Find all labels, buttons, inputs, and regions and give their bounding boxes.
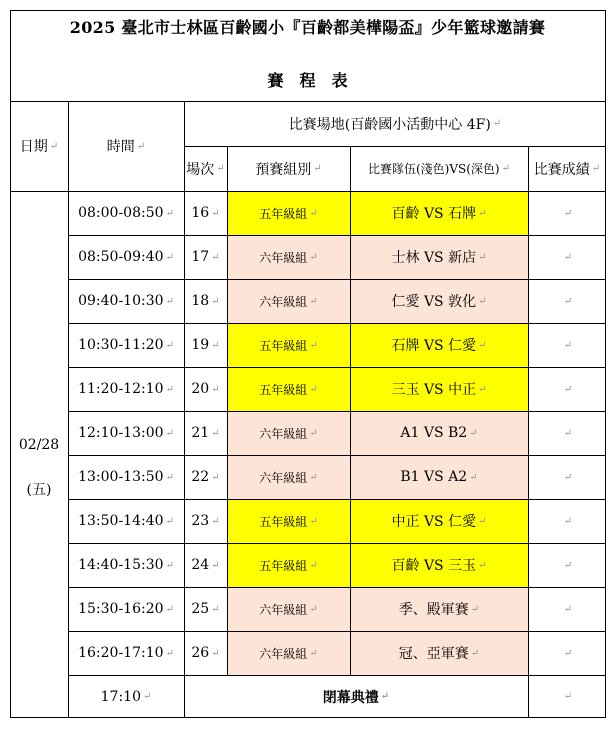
row-result [528, 191, 606, 235]
table-rule [68, 499, 606, 500]
row-teams [350, 499, 528, 543]
row-group-text: 五年級組 [259, 338, 308, 353]
row-game-no [184, 411, 227, 455]
row-result [528, 411, 606, 455]
row-teams [350, 235, 528, 279]
paragraph-mark-icon: ↵ [211, 647, 220, 659]
paragraph-mark-icon: ↵ [165, 339, 174, 351]
row-group-text: 六年級組 [259, 294, 308, 309]
paragraph-mark-icon: ↵ [563, 339, 573, 351]
paragraph-mark-icon: ↵ [501, 163, 510, 174]
row-group [227, 543, 350, 587]
header-time-text: 時間 [106, 139, 135, 155]
row-group [227, 411, 350, 455]
row-time [68, 587, 184, 631]
row-result [528, 235, 606, 279]
row-game-no [184, 631, 227, 675]
paragraph-mark-icon: ↵ [165, 515, 174, 527]
paragraph-mark-icon: ↵ [563, 647, 573, 659]
paragraph-mark-icon: ↵ [165, 471, 174, 483]
paragraph-mark-icon: ↵ [563, 251, 573, 263]
date-cell [10, 191, 68, 718]
row-group-text: 五年級組 [259, 558, 308, 573]
row-group-text: 六年級組 [259, 646, 308, 661]
paragraph-mark-icon: ↵ [309, 603, 318, 615]
paragraph-mark-icon: ↵ [478, 251, 487, 263]
row-game-no-text: 26 [191, 645, 210, 661]
paragraph-mark-icon: ↵ [470, 603, 480, 615]
paragraph-mark-icon: ↵ [478, 559, 487, 571]
paragraph-mark-icon: ↵ [309, 647, 318, 659]
paragraph-mark-icon: ↵ [216, 163, 225, 174]
row-time-text: 13:50-14:40 [78, 513, 164, 529]
row-game-no [184, 455, 227, 499]
row-time-text: 14:40-15:30 [78, 557, 164, 573]
paragraph-mark-icon: ↵ [563, 515, 573, 527]
table-rule [68, 101, 69, 718]
row-time-text: 13:00-13:50 [78, 469, 164, 485]
header-time [68, 101, 184, 191]
row-time [68, 191, 184, 235]
row-result [528, 631, 606, 675]
paragraph-mark-icon: ↵ [563, 427, 573, 439]
table-rule [184, 146, 606, 147]
row-teams-text: 石牌 VS 仁愛 [391, 338, 477, 354]
header-date-text: 日期 [19, 139, 48, 155]
row-result [528, 543, 606, 587]
row-time [68, 543, 184, 587]
row-teams-text: 百齡 VS 三玉 [391, 558, 477, 574]
row-time-text: 10:30-11:20 [78, 337, 164, 353]
header-venue-text: 比賽場地(百齡國小活動中心 4F) [288, 116, 491, 133]
paragraph-mark-icon: ↵ [478, 383, 487, 395]
header-game-no-text: 場次 [186, 161, 215, 178]
paragraph-mark-icon: ↵ [313, 163, 322, 174]
row-group [227, 235, 350, 279]
row-time-text: 08:50-09:40 [78, 249, 164, 265]
paragraph-mark-icon: ↵ [211, 603, 220, 615]
paragraph-mark-icon: ↵ [211, 251, 220, 263]
row-result [528, 499, 606, 543]
row-game-no-text: 16 [191, 205, 210, 221]
row-time [68, 235, 184, 279]
paragraph-mark-icon: ↵ [211, 383, 220, 395]
row-game-no [184, 191, 227, 235]
row-teams [350, 411, 528, 455]
row-teams-text: 季、殿軍賽 [398, 602, 469, 618]
paragraph-mark-icon: ↵ [142, 691, 152, 702]
closing-event-text: 閉幕典禮 [322, 689, 379, 706]
paragraph-mark-icon: ↵ [309, 383, 318, 395]
row-result [528, 279, 606, 323]
table-rule [68, 631, 606, 632]
row-game-no [184, 235, 227, 279]
paragraph-mark-icon: ↵ [470, 647, 480, 659]
header-teams [350, 146, 528, 191]
closing-time [68, 675, 184, 718]
header-game-no [184, 146, 227, 191]
paragraph-mark-icon: ↵ [309, 295, 318, 307]
row-game-no [184, 279, 227, 323]
paragraph-mark-icon: ↵ [309, 559, 318, 571]
row-game-no [184, 543, 227, 587]
table-rule [68, 235, 606, 236]
table-rule [68, 675, 606, 676]
table-rule [68, 411, 606, 412]
table-rule [68, 279, 606, 280]
paragraph-mark-icon: ↵ [478, 339, 487, 351]
row-game-no-text: 22 [191, 469, 210, 485]
row-time [68, 367, 184, 411]
paragraph-mark-icon: ↵ [563, 559, 573, 571]
row-teams [350, 455, 528, 499]
row-teams [350, 191, 528, 235]
table-rule [184, 101, 185, 718]
row-group-text: 六年級組 [259, 602, 308, 617]
paragraph-mark-icon: ↵ [165, 251, 174, 263]
row-game-no [184, 587, 227, 631]
header-group-text: 預賽組別 [255, 161, 312, 178]
paragraph-mark-icon: ↵ [49, 140, 59, 152]
row-teams [350, 323, 528, 367]
paragraph-mark-icon: ↵ [165, 207, 174, 219]
table-rule [528, 146, 529, 718]
row-result [528, 455, 606, 499]
row-time [68, 631, 184, 675]
match-date: 02/28 [18, 436, 60, 453]
paragraph-mark-icon: ↵ [211, 427, 220, 439]
row-group-text: 六年級組 [259, 426, 308, 441]
paragraph-mark-icon: ↵ [165, 383, 174, 395]
row-group [227, 455, 350, 499]
row-game-no-text: 19 [191, 337, 210, 353]
paragraph-mark-icon: ↵ [211, 515, 220, 527]
row-teams [350, 279, 528, 323]
row-group [227, 367, 350, 411]
row-teams-text: 仁愛 VS 敦化 [391, 294, 477, 310]
closing-result [528, 675, 606, 718]
closing-time-text: 17:10 [100, 688, 141, 705]
row-time-text: 08:00-08:50 [78, 205, 164, 221]
row-group-text: 五年級組 [259, 514, 308, 529]
row-game-no-text: 17 [191, 249, 210, 265]
row-time-text: 12:10-13:00 [78, 425, 164, 441]
row-teams-text: 百齡 VS 石牌 [391, 206, 477, 222]
header-group [227, 146, 350, 191]
closing-event [184, 675, 528, 718]
row-result [528, 587, 606, 631]
paragraph-mark-icon: ↵ [309, 471, 318, 483]
paragraph-mark-icon: ↵ [211, 471, 220, 483]
row-time [68, 323, 184, 367]
row-group [227, 191, 350, 235]
row-group [227, 279, 350, 323]
row-group-text: 六年級組 [259, 250, 308, 265]
row-teams [350, 367, 528, 411]
paragraph-mark-icon: ↵ [165, 559, 174, 571]
row-time-text: 15:30-16:20 [78, 601, 164, 617]
paragraph-mark-icon: ↵ [563, 207, 573, 219]
row-result [528, 367, 606, 411]
row-result [528, 323, 606, 367]
table-rule [68, 455, 606, 456]
paragraph-mark-icon: ↵ [309, 251, 318, 263]
paragraph-mark-icon: ↵ [563, 603, 573, 615]
row-time [68, 455, 184, 499]
row-group-text: 五年級組 [259, 206, 308, 221]
paragraph-mark-icon: ↵ [309, 515, 318, 527]
paragraph-mark-icon: ↵ [136, 140, 146, 152]
table-rule [10, 101, 606, 102]
row-group-text: 六年級組 [259, 470, 308, 485]
row-teams-text: 中正 VS 仁愛 [391, 514, 477, 530]
match-weekday: (五) [26, 481, 52, 498]
row-group [227, 587, 350, 631]
row-game-no-text: 25 [191, 601, 210, 617]
paragraph-mark-icon: ↵ [563, 383, 573, 395]
header-date [10, 101, 68, 191]
row-time [68, 411, 184, 455]
paragraph-mark-icon: ↵ [309, 207, 318, 219]
row-game-no [184, 323, 227, 367]
row-group-text: 五年級組 [259, 382, 308, 397]
header-teams-text: 比賽隊伍(淺色)VS(深色) [367, 162, 500, 176]
row-time [68, 279, 184, 323]
paragraph-mark-icon: ↵ [492, 118, 502, 129]
header-venue [184, 101, 606, 146]
table-rule [68, 587, 606, 588]
paragraph-mark-icon: ↵ [563, 295, 573, 307]
row-time [68, 499, 184, 543]
row-teams [350, 543, 528, 587]
paragraph-mark-icon: ↵ [591, 163, 601, 174]
table-rule [350, 146, 351, 675]
paragraph-mark-icon: ↵ [165, 603, 174, 615]
row-game-no [184, 367, 227, 411]
document-subtitle: 賽 程 表 [267, 71, 348, 90]
row-teams [350, 631, 528, 675]
paragraph-mark-icon: ↵ [211, 207, 220, 219]
row-game-no-text: 20 [191, 381, 210, 397]
row-group [227, 499, 350, 543]
row-game-no-text: 21 [191, 425, 210, 441]
row-time-text: 09:40-10:30 [78, 293, 164, 309]
paragraph-mark-icon: ↵ [309, 339, 318, 351]
row-game-no-text: 24 [191, 557, 210, 573]
paragraph-mark-icon: ↵ [165, 647, 174, 659]
row-teams [350, 587, 528, 631]
paragraph-mark-icon: ↵ [469, 427, 478, 439]
paragraph-mark-icon: ↵ [478, 515, 487, 527]
paragraph-mark-icon: ↵ [211, 295, 220, 307]
paragraph-mark-icon: ↵ [563, 471, 573, 483]
table-rule [227, 146, 228, 675]
paragraph-mark-icon: ↵ [309, 427, 318, 439]
paragraph-mark-icon: ↵ [478, 295, 487, 307]
paragraph-mark-icon: ↵ [478, 207, 487, 219]
table-rule [68, 323, 606, 324]
paragraph-mark-icon: ↵ [380, 691, 390, 702]
row-group [227, 323, 350, 367]
row-group [227, 631, 350, 675]
row-teams-text: B1 VS A2 [400, 469, 468, 485]
row-time-text: 11:20-12:10 [78, 381, 164, 397]
row-teams-text: 三玉 VS 中正 [391, 382, 477, 398]
document-title: 2025 臺北市士林區百齡國小『百齡都美樺陽盃』少年籃球邀請賽 [69, 18, 546, 37]
table-rule [10, 191, 606, 192]
header-result-text: 比賽成績 [533, 161, 590, 178]
paragraph-mark-icon: ↵ [165, 427, 174, 439]
table-rule [68, 543, 606, 544]
paragraph-mark-icon: ↵ [211, 559, 220, 571]
table-rule [68, 367, 606, 368]
row-teams-text: A1 VS B2 [400, 425, 468, 441]
row-teams-text: 冠、亞軍賽 [398, 646, 469, 662]
paragraph-mark-icon: ↵ [211, 339, 220, 351]
paragraph-mark-icon: ↵ [469, 471, 478, 483]
row-game-no-text: 23 [191, 513, 210, 529]
row-game-no-text: 18 [191, 293, 210, 309]
row-time-text: 16:20-17:10 [78, 645, 164, 661]
row-game-no [184, 499, 227, 543]
header-result [528, 146, 606, 191]
row-teams-text: 士林 VS 新店 [391, 250, 477, 266]
paragraph-mark-icon: ↵ [563, 691, 573, 702]
paragraph-mark-icon: ↵ [165, 295, 174, 307]
